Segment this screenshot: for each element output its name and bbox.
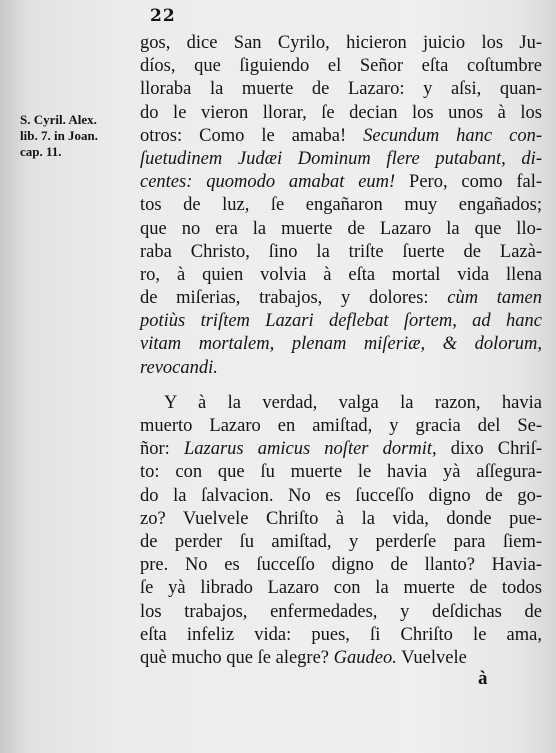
text-line bbox=[140, 554, 542, 577]
margin-citation-line: lib. 7. in Joan. bbox=[20, 128, 99, 143]
latin-quotation: Lazarus amicus noſter dormit bbox=[183, 439, 432, 460]
text-line bbox=[140, 357, 542, 380]
text-line bbox=[140, 601, 542, 624]
text-run: Y à la verdad, valga la razon, havia bbox=[164, 392, 542, 413]
text-run: que no era la muerte de Lazaro la que llo- bbox=[140, 218, 542, 239]
margin-citation bbox=[20, 112, 132, 160]
text-line bbox=[140, 32, 542, 55]
text-run: Vuelvele bbox=[396, 647, 467, 668]
latin-quotation: ſuetudinem Judæi Dominum flere putabant, di- bbox=[140, 148, 542, 169]
page-number: 22 bbox=[150, 6, 176, 26]
text-run: muerto Lazaro en amiſtad, y gracia del Se- bbox=[140, 416, 542, 436]
paragraph-1 bbox=[140, 32, 542, 380]
text-line bbox=[140, 485, 542, 508]
latin-quotation: centes: quomodo amabat eum! bbox=[140, 172, 396, 193]
catchword: à bbox=[478, 668, 488, 689]
text-run: tos de luz, ſe engañaron muy engañados; bbox=[140, 195, 542, 216]
latin-quotation: Secundum hanc con- bbox=[363, 125, 542, 146]
text-run: ñor: bbox=[140, 439, 184, 460]
text-line bbox=[140, 647, 542, 670]
text-run: què mucho que ſe alegre? bbox=[140, 647, 334, 668]
text-line bbox=[140, 218, 542, 241]
text-run: , dixo Chriſ- bbox=[431, 439, 542, 460]
text-run: to: con que ſu muerte le havia yà aſſegura- bbox=[140, 462, 542, 483]
text-line bbox=[140, 438, 542, 461]
text-run: eſta infeliz vida: pues, ſi Chriſto le ama, bbox=[140, 624, 542, 645]
text-line bbox=[140, 102, 542, 125]
text-line bbox=[140, 333, 542, 356]
text-run: pre. No es ſucceſſo digno de llanto? Havia- bbox=[140, 555, 542, 576]
text-line bbox=[140, 415, 542, 438]
text-run: díos, que ſiguiendo el Señor eſta coſtumbre bbox=[140, 56, 542, 77]
text-line bbox=[140, 148, 542, 171]
text-run: de perder ſu amiſtad, y perderſe para ſiem- bbox=[140, 531, 542, 552]
text-run: lloraba la muerte de Lazaro: y aſsi, quan- bbox=[140, 79, 542, 100]
latin-quotation: Gaudeo. bbox=[333, 647, 397, 668]
text-line bbox=[140, 624, 542, 647]
text-run: los trabajos, enfermedades, y deſdichas de bbox=[140, 601, 542, 622]
margin-citation-line: cap. 11. bbox=[20, 144, 62, 159]
text-line bbox=[140, 171, 542, 194]
text-run: gos, dice San Cyrilo, hicieron juicio los Ju- bbox=[140, 33, 542, 53]
text-run: ſe yà librado Lazaro con la muerte de todos bbox=[140, 578, 542, 599]
text-line bbox=[140, 392, 542, 415]
text-run: Pero, como fal- bbox=[395, 172, 542, 193]
text-run: otros: Como le amaba! bbox=[140, 125, 364, 146]
text-line bbox=[140, 264, 542, 287]
text-run: do le vieron llorar, ſe decian los unos à los bbox=[140, 102, 542, 123]
latin-quotation: vitam mortalem, plenam miſeriæ, & dolorum, bbox=[140, 334, 542, 355]
text-line bbox=[140, 310, 542, 333]
text-run: ro, à quien volvia à eſta mortal vida llena bbox=[140, 264, 542, 285]
text-run: zo? Vuelvele Chriſto à la vida, donde pue- bbox=[140, 508, 542, 529]
latin-quotation: cùm tamen bbox=[447, 288, 542, 309]
latin-quotation: potiùs triſtem Lazari deflebat ſortem, ad hanc bbox=[140, 311, 542, 332]
text-line bbox=[140, 531, 542, 554]
text-line bbox=[140, 55, 542, 78]
text-run: de miſerias, trabajos, y dolores: bbox=[140, 288, 448, 309]
text-line bbox=[140, 125, 542, 148]
text-line bbox=[140, 508, 542, 531]
text-line bbox=[140, 194, 542, 217]
text-line bbox=[140, 577, 542, 600]
text-line bbox=[140, 78, 542, 101]
text-line bbox=[140, 287, 542, 310]
margin-citation-line: S. Cyril. Alex. bbox=[20, 112, 97, 127]
paragraph-2 bbox=[140, 392, 542, 670]
text-run: raba Christo, ſino la triſte ſuerte de Lazà- bbox=[140, 241, 542, 262]
text-line bbox=[140, 461, 542, 484]
body-text bbox=[140, 32, 542, 670]
paragraph-gap bbox=[140, 380, 542, 392]
text-line bbox=[140, 241, 542, 264]
latin-quotation: revocandi. bbox=[140, 357, 218, 378]
text-run: do la ſalvacion. No es ſucceſſo digno de go- bbox=[140, 485, 542, 506]
